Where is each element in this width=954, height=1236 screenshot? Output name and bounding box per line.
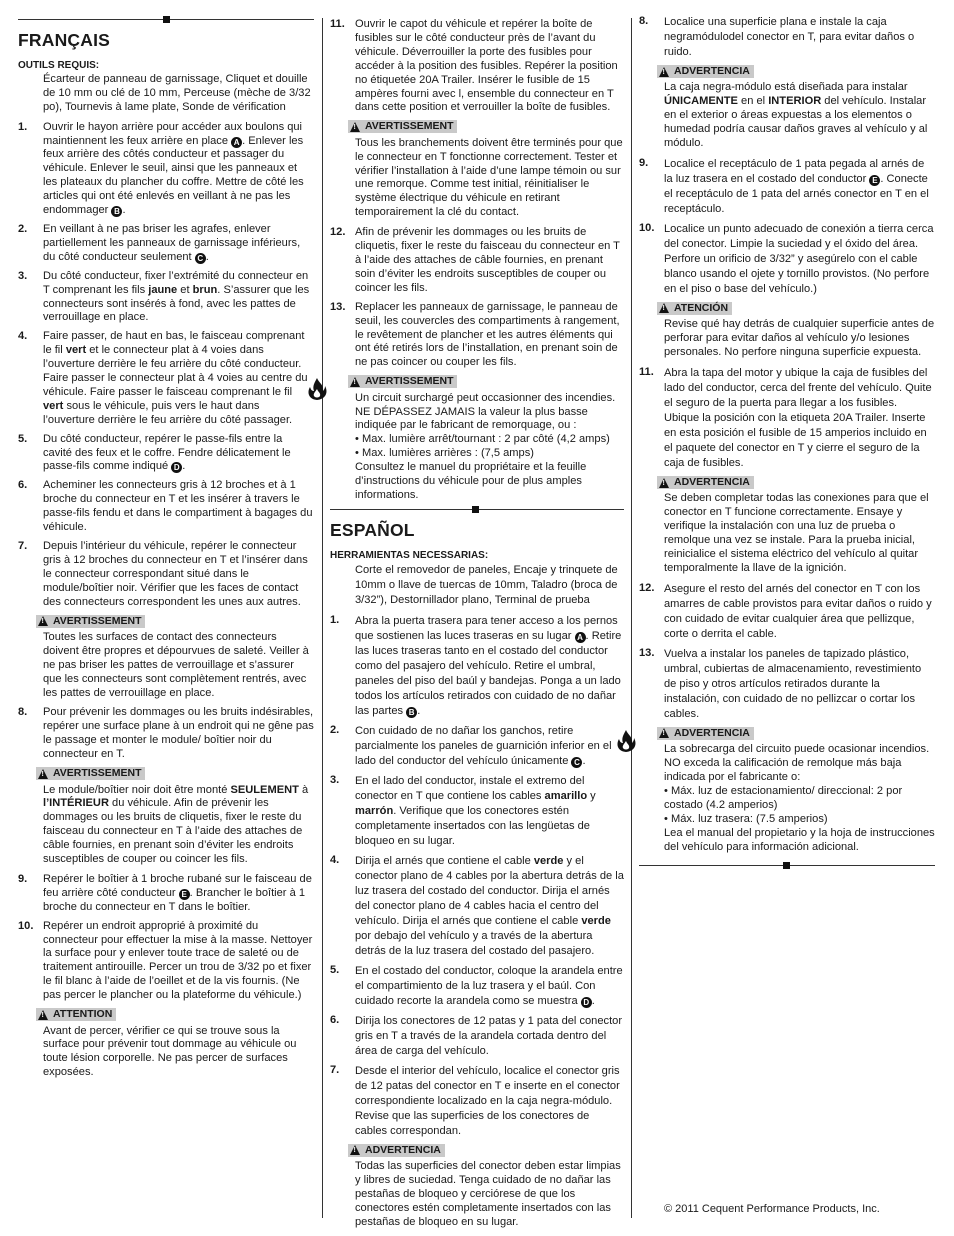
- step-number: 3.: [18, 269, 28, 282]
- callout-letter-icon: A: [575, 632, 586, 643]
- step-number: 1.: [18, 120, 28, 133]
- copyright: © 2011 Cequent Performance Products, Inc.: [664, 1203, 880, 1215]
- step-number: 7.: [330, 1063, 340, 1076]
- tools-title: OUTILS REQUIS:: [18, 60, 100, 71]
- step-text: Abra la tapa del motor y ubique la caja de fusibles del lado del conductor, cerca del frente del vehículo. Quite el seguro de la puerta para llegar a los fusibles. Ubique la posición con la etiqueta 20A Trailer. Inserte en esta posición el fusible de 15 amperios incluido en el paquete del conector en T y cierre el seguro de la caja de fusibles.: [664, 367, 932, 470]
- warning-line: NE DÉPASSEZ JAMAIS la valeur la plus basse indiquée par le fabricant de remorquage, ou :: [355, 405, 588, 432]
- warning-box: [18, 615, 314, 701]
- column-divider-2: [631, 18, 632, 1218]
- warning-text: Todas las superficies del conector deben estar limpias y libres de suciedad. Tenga cuidado de no dañar las pestañas de bloqueo y cerciórese de que los conectores estén completamente insertados con las pestañas de bloqueo en su lugar.: [355, 1160, 621, 1228]
- warning-box: [639, 65, 935, 151]
- step-number: 6.: [330, 1013, 340, 1026]
- warning-box: [639, 302, 935, 360]
- step-number: 5.: [18, 432, 28, 445]
- step-number: 6.: [18, 479, 28, 492]
- step-number: 3.: [330, 773, 340, 786]
- step-number: 10.: [18, 919, 34, 932]
- step-text: Localice un punto adecuado de conexión a tierra cerca del conector. Limpie la suciedad y el óxido del área. Perfore un orificio de 3/32” y asegúrelo con el cable blanco usando el ojete y tornillo provistos. (No perfore en el piso o base del vehículo.): [664, 222, 934, 295]
- warning-line: La sobrecarga del circuito puede ocasionar incendios.: [664, 743, 930, 756]
- fire-warning-box: [639, 727, 935, 855]
- step-text: Repérer un endroit approprié à proximité du connecteur pour effectuer la mise à la masse. Nettoyer la surface pour y enlever toute trace de saleté ou de traitement antirouille. Percer un trou de 3/32 po et fixer le fil blanc à l’aide de l’oeillet et de la vis fournis. (Ne pas percer le plancher ou la plateforme du véhicule.): [43, 919, 313, 1002]
- fire-hazard-icon: [306, 377, 328, 401]
- step-number: 2.: [330, 723, 340, 736]
- instruction-step: [330, 854, 624, 959]
- fire-hazard-icon: [615, 729, 637, 753]
- warning-label: ! ATENCIÓN: [657, 302, 732, 315]
- tools-text-es: Corte el removedor de paneles, Encaje y trinquete de 10mm o llave de tuercas de 10mm, Taladro (broca de 3/32”), Destornillador plano, Terminal de prueba: [355, 563, 618, 606]
- instruction-step: [330, 724, 624, 769]
- instruction-step: [330, 301, 624, 371]
- tools-text: Écarteur de panneau de garnissage, Cliquet et douille de 10 mm ou clé de 10 mm, Perceuse (mèche de 3/32 po), Tournevis à lame plate, Sonde de vérification: [43, 72, 311, 113]
- warning-line: • Max. lumière arrêt/tournant : 2 par côté (4,2 amps): [355, 433, 610, 446]
- instruction-step: [639, 157, 935, 217]
- step-number: 11.: [639, 366, 654, 379]
- warning-line: • Max. lumières arrières : (7,5 amps): [355, 447, 534, 460]
- instruction-step: [639, 647, 935, 722]
- step-text: Acheminer les connecteurs gris à 12 broches et à 1 broche du connecteur en T et les insérer à travers le passe-fils fendu et dans le compartiment à bagages du véhicule.: [43, 479, 313, 534]
- tools-title-es: HERRAMIENTAS NECESSARIAS:: [330, 549, 489, 561]
- callout-letter-icon: E: [869, 175, 880, 186]
- warning-text: La caja negra-módulo está diseñada para instalar ÚNICAMENTE en el INTERIOR del vehículo. Instalar en el exterior o áreas expuestas a los elementos o humedad podría causar daños graves al vehículo y al módulo.: [664, 81, 928, 150]
- step-number: 9.: [18, 872, 28, 885]
- callout-letter-icon: E: [179, 889, 190, 900]
- fire-warning-box: [330, 375, 624, 503]
- instruction-step: [18, 479, 314, 535]
- step-text: Replacer les panneaux de garnissage, le panneau de seuil, les couvercles des compartiments à rangement, le revêtement de plancher et les autres éléments qui ont été retirés lors de l’installation, en prenant soin de ne pas coincer ou couper les fils.: [355, 300, 620, 369]
- step-text: En veillant à ne pas briser les agrafes, enlever partiellement les panneaux de garnissage inférieurs, du côté conducteur seulement C .: [43, 222, 301, 263]
- step-text: Con cuidado de no dañar los ganchos, retire parcialmente los paneles de guarnición inferior en el lado del conductor del vehículo únicamente C .: [355, 724, 612, 767]
- instruction-step: [639, 582, 935, 642]
- warning-text: Le module/boîtier noir doit être monté SEULEMENT à l’INTÉRIEUR du véhicule. Afin de prévenir les dommages ou les bruits de cliquetis, fixer le reste du faisceau du connecteur en T à l’aide des attaches de câble fournies, en prenant soin d’éviter les endroits susceptibles de couper ou coincer les fils.: [43, 783, 309, 866]
- warning-triangle-icon: [659, 303, 669, 313]
- warning-triangle-icon: [659, 478, 669, 488]
- warning-label: ! ATTENTION: [36, 1008, 116, 1021]
- warning-label: ! AVERTISSEMENT: [348, 375, 457, 388]
- step-text: Abra la puerta trasera para tener acceso a los pernos que sostienen las luces traseras en su lugar A . Retire las luces traseras tanto en el costado del conductor como del pasajero del vehículo. Retire el umbral, paneles del piso del baúl y bandejas. Ponga a un lado todos los artículos retirados con cuidado de no dañar las partes B .: [355, 614, 622, 717]
- warning-box: [18, 1008, 314, 1080]
- step-number: 8.: [18, 706, 28, 719]
- warning-triangle-icon: [350, 1145, 360, 1155]
- column-divider-1: [322, 18, 323, 1218]
- step-text: Faire passer, de haut en bas, le faisceau comprenant le fil vert et le connecteur plat à 4 voies dans l’ouverture derrière le feu arrière du côté conducteur. Faire passer le connecteur plat à 4 voies au centre du véhicule. Faire passer le faisceau comprenant le fil vert sous le véhicule, puis vers le haut dans l’ouverture derrière le feu arrière du côté passager.: [43, 330, 308, 426]
- step-number: 5.: [330, 963, 340, 976]
- instruction-step: [330, 964, 624, 1009]
- step-text: En el lado del conductor, instale el extremo del conector en T que contiene los cables amarillo y marrón. Verifique que los conectores estén completamente insertados con las lengüetas de bloqueo en su lugar.: [355, 774, 596, 847]
- instruction-step: [330, 774, 624, 849]
- step-text: Localice el receptáculo de 1 pata pegada al arnés de la luz trasera en el costado del conductor E . Conecte el receptáculo de 1 pata del arnés conector en T en el receptáculo.: [664, 157, 929, 215]
- callout-letter-icon: C: [571, 757, 582, 768]
- column-1: [18, 0, 314, 1086]
- callout-letter-icon: C: [195, 253, 206, 264]
- step-text: Localice una superficie plana e instale la caja negramódulodel conector en T, para evitar daños o ruido.: [664, 16, 915, 58]
- warning-triangle-icon: [659, 728, 669, 738]
- warning-triangle-icon: [659, 67, 669, 77]
- step-text: Pour prévenir les dommages ou les bruits indésirables, repérer une surface plane à un endroit qui ne gêne pas le passage et monter le module/ boîtier noir du connecteur en T.: [43, 706, 314, 761]
- step-number: 4.: [330, 853, 340, 866]
- warning-triangle-icon: [38, 769, 48, 779]
- warning-label: ! ADVERTENCIA: [657, 65, 754, 78]
- warning-line: NO exceda la calificación de remolque más baja indicada por el fabricante o:: [664, 757, 902, 784]
- section-heading-spanish: ESPAÑOL: [330, 519, 415, 540]
- warning-line: • Máx. luz trasera: (7.5 amperios): [664, 812, 828, 825]
- callout-letter-icon: B: [111, 206, 122, 217]
- instruction-step: [330, 226, 624, 296]
- warning-text: Avant de percer, vérifier ce qui se trouve sous la surface pour prévenir tout dommage au véhicule ou toute lésion corporelle. Ne pas percer de surfaces exposées.: [43, 1024, 297, 1079]
- warning-box: [639, 476, 935, 576]
- callout-letter-icon: B: [406, 707, 417, 718]
- warning-text: Se deben completar todas las conexiones para que el conector en T funcione correctamente. Ensaye y verifique la instalación con una luz de prueba o remolque una vez se instale. Para la prueba inicial, reinicialice el sistema eléctrico del vehículo al quitar temporalmente la llave de la ignición.: [664, 492, 929, 574]
- warning-label: ! ADVERTENCIA: [657, 727, 754, 740]
- warning-label: ! ADVERTENCIA: [348, 1144, 445, 1157]
- section-separator: [330, 509, 624, 510]
- instruction-step: [330, 614, 624, 719]
- warning-line: Consultez le manuel du propriétaire et la feuille d’instructions du véhicule pour de plus amples informations.: [355, 461, 587, 501]
- step-number: 2.: [18, 222, 28, 235]
- step-text: Afin de prévenir les dommages ou les bruits de cliquetis, fixer le reste du faisceau du connecteur en T à l’aide des attaches de câble fournies, en prenant soin d’éviter les endroits susceptibles de couper ou coincer les fils.: [355, 226, 620, 294]
- step-number: 9.: [639, 156, 649, 169]
- step-number: 4.: [18, 330, 28, 343]
- warning-line: Un circuit surchargé peut occasionner des incendies.: [355, 391, 616, 404]
- warning-text: Tous les branchements doivent être terminés pour que le connecteur en T fonctionne correctement. Tester et vérifier l’installation à l’aide d’une lampe témoin ou sur une remorque. Comme test initial, réinitialiser le système électrique du véhicule en retirant temporairement la clé du contact.: [355, 136, 623, 219]
- step-number: 13.: [330, 300, 346, 313]
- step-text: Du côté conducteur, fixer l’extrémité du connecteur en T comprenant les fils jaune et brun. S’assurer que les connecteurs sont insérés à fond, avec les pattes de verrouillage en place.: [43, 269, 310, 324]
- column-2: [330, 18, 624, 1236]
- warning-box: [330, 120, 624, 220]
- step-number: 10.: [639, 221, 655, 234]
- callout-letter-icon: D: [581, 997, 592, 1008]
- step-text: Depuis l’intérieur du véhicule, repérer le connecteur gris à 12 broches du connecteur en T et l’insérer dans le connecteur correspondant situé dans le module/boîtier noir. Vérifier que les faces de contact des connecteurs correspondent les unes aux autres.: [43, 540, 308, 608]
- bottom-rule: [639, 865, 935, 866]
- warning-line: • Máx. luz de estacionamiento/ direccional: 2 por costado (4.2 amperios): [664, 785, 903, 811]
- warning-text: Toutes les surfaces de contact des connecteurs doivent être propres et dépourvues de saleté. Veiller à ne pas briser les pattes de verrouillage et s’assurer que les connecteurs sont complètement rentrés, avec les pattes de verrouillage en place.: [43, 630, 309, 699]
- step-text: Desde el interior del vehículo, localice el conector gris de 12 patas del conector en T e inserte en el conector correspondiente localizado en la caja negra-módulo. Revise que las superficies de los conectores de cables correspondan.: [355, 1064, 620, 1137]
- instruction-step: [18, 540, 314, 610]
- step-text: Dirija el arnés que contiene el cable verde y el conector plano de 4 cables por la abertura detrás de la luz trasera del costado del conductor. Dirija el arnés del conector plano de 4 cables hacia el centro del vehículo. Dirija el arnés que contiene el cable verde por debajo del vehículo y a través de la abertura detrás de la luz trasera del costado del pasajero.: [355, 854, 624, 957]
- step-text: Dirija los conectores de 12 patas y 1 pata del conector gris en T a través de la arandela cortada dentro del área de carga del vehículo.: [355, 1014, 623, 1057]
- instruction-step: [18, 330, 314, 427]
- step-text: Ouvrir le hayon arrière pour accéder aux boulons qui maintiennent les feux arrière en place A . Enlever les feux arrière des côtés conducteur et passager du véhicule. Enlever le seuil, ainsi que les panneaux et les plateaux du plancher du coffre. Mettre de côté les articles qui ont été enlevés en veillant à ne pas les endommager B .: [43, 120, 304, 217]
- step-text: En el costado del conductor, coloque la arandela entre el compartimiento de la luz trasera y el baúl. Con cuidado recorte la arandela como se muestra D .: [355, 964, 623, 1007]
- step-number: 7.: [18, 540, 28, 552]
- instruction-step: [18, 706, 314, 762]
- warning-label: ! AVERTISSEMENT: [348, 120, 457, 133]
- column-3: [639, 15, 935, 866]
- instruction-step: [330, 18, 624, 115]
- instruction-step: [639, 366, 935, 471]
- warning-text: Revise qué hay detrás de cualquier superficie antes de perforar para evitar daños al vehículo y/o lesiones personales. No perfore ninguna superficie expuesta.: [664, 318, 935, 359]
- step-text: Repérer le boîtier à 1 broche rubané sur le faisceau de feu arrière côté conducteur E . Brancher le boîtier à 1 broche du connecteur en T dans le boîtier.: [43, 872, 312, 913]
- callout-letter-icon: A: [231, 137, 242, 148]
- step-text: Ouvrir le capot du véhicule et repérer la boîte de fusibles sur le côté conducteur près de l’avant du véhicule. Déverrouiller la porte des fusibles pour accéder à la position des fusibles. Repérer la position no étiquetée 20A Trailer. Insérer le fusible de 15 ampères fourni avec l, ensemble du connecteur en T dans cette position et verrouiller la boîte de fusibles.: [355, 18, 618, 114]
- instruction-step: [18, 873, 314, 915]
- section-heading-french: FRANÇAIS: [18, 30, 111, 50]
- callout-letter-icon: D: [171, 462, 182, 473]
- warning-line: Lea el manual del propietario y la hoja de instrucciones del vehículo para información adicional.: [664, 826, 935, 853]
- warning-label: ! AVERTISSEMENT: [36, 615, 145, 628]
- step-text: Asegure el resto del arnés del conector en T con los amarres de cable provistos para evitar daños o ruido y con cuidado de evitar cualquier área que pellizque, corte o derrita el cable.: [664, 582, 932, 640]
- warning-triangle-icon: [350, 377, 360, 387]
- step-text: Du côté conducteur, repérer le passe-fils entre la cavité des feux et le coffre. Fendre délicatement le passe-fils comme indiqué D .: [43, 432, 291, 473]
- instruction-step: [330, 1014, 624, 1059]
- warning-triangle-icon: [350, 122, 360, 132]
- step-text: Vuelva a instalar los paneles de tapizado plástico, umbral, cubiertas de almacenamiento, revestimiento de piso y otros artículos retirados durante la instalación, con cuidado de no pellizcar o cortar los cables.: [664, 647, 922, 720]
- step-number: 11.: [330, 18, 345, 30]
- instruction-step: [330, 1064, 624, 1139]
- warning-triangle-icon: [38, 1010, 48, 1020]
- warning-box: [18, 767, 314, 867]
- instruction-step: [18, 121, 314, 218]
- instruction-step: [18, 270, 314, 326]
- warning-label: ! ADVERTENCIA: [657, 476, 754, 489]
- warning-box: [330, 1144, 624, 1230]
- instruction-step: [639, 15, 935, 60]
- step-number: 1.: [330, 613, 340, 626]
- instruction-step: [18, 920, 314, 1003]
- instruction-step: [18, 433, 314, 475]
- step-number: 8.: [639, 15, 649, 27]
- warning-label: ! AVERTISSEMENT: [36, 767, 145, 780]
- warning-triangle-icon: [38, 616, 48, 626]
- instruction-step: [18, 223, 314, 265]
- step-number: 12.: [639, 581, 655, 594]
- top-rule: [18, 19, 314, 20]
- step-number: 12.: [330, 226, 346, 239]
- instruction-step: [639, 222, 935, 297]
- step-number: 13.: [639, 646, 655, 659]
